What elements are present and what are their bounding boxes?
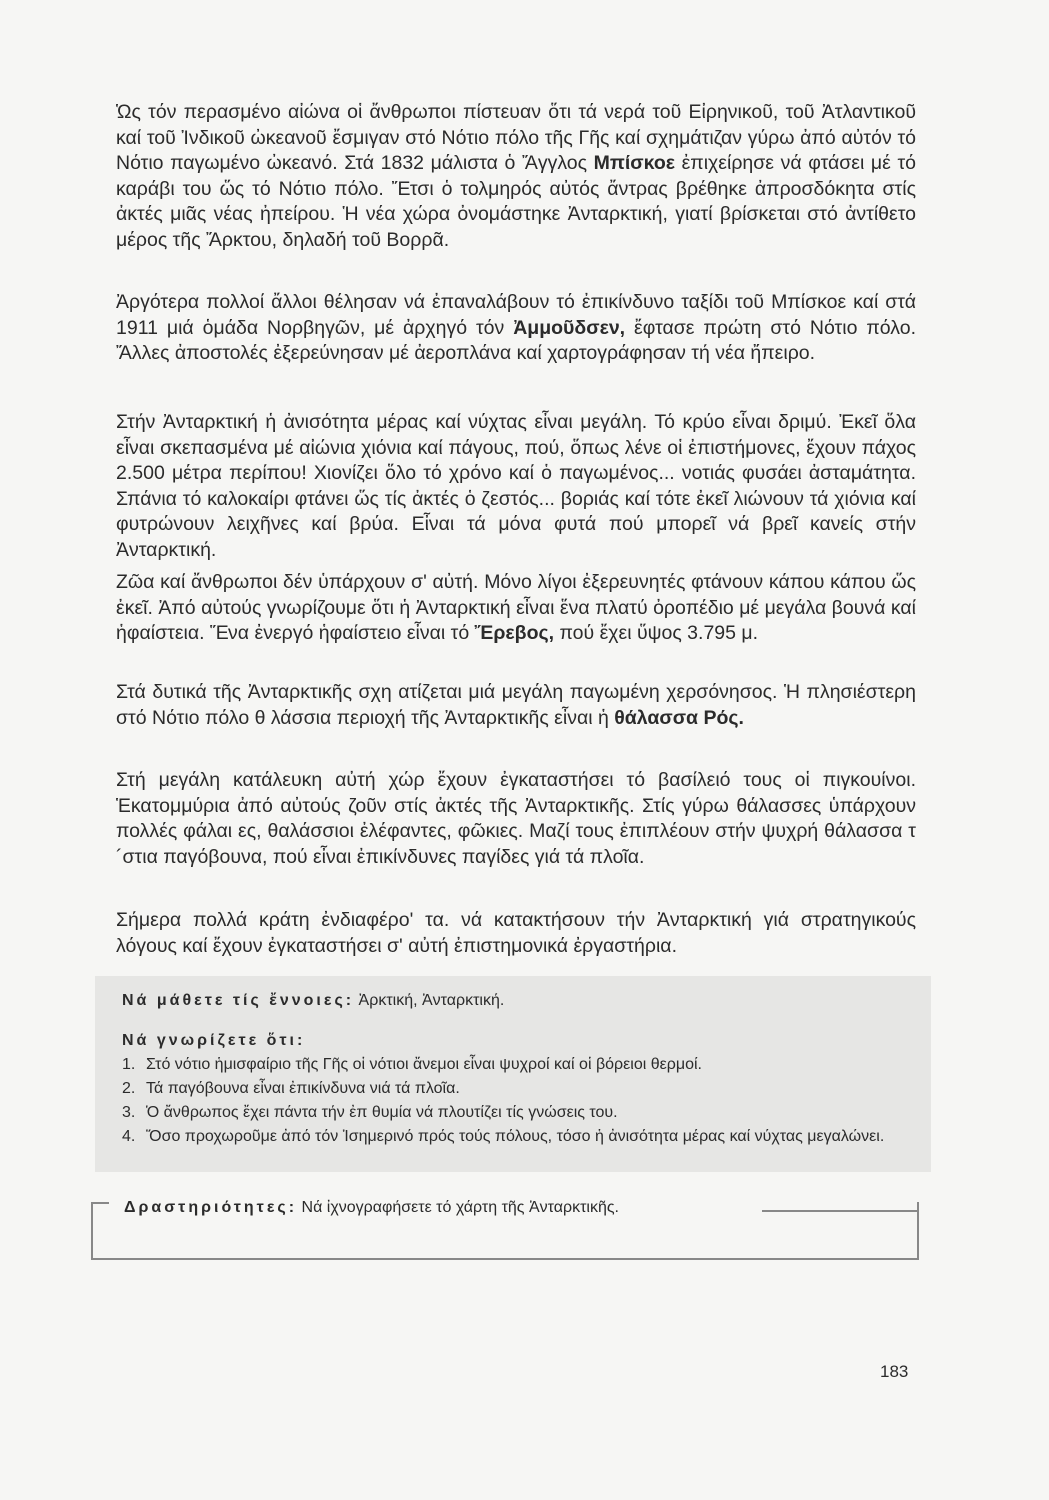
- know-item-number: 3.: [122, 1104, 136, 1121]
- activity-frame-top-left: [91, 1202, 109, 1204]
- know-item-text: Ὅσο προχωροῦμε ἀπό τόν Ἰσημερινό πρός τούς πόλους, τόσο ἡ ἀνισότητα μέρας καί νύχτας μεγαλώνει.: [146, 1128, 885, 1145]
- know-item-number: 2.: [122, 1080, 136, 1097]
- paragraph-text: [116, 410, 916, 564]
- know-item: [122, 1054, 912, 1076]
- text-segment: Σήμερα πολλά κράτη ἐνδιαφέρο' τα. νά κατακτήσουν τήν Ἀνταρκτική γιά στρατηγικούς λόγους καί ἔχουν ἐγκαταστήσει σ' αὐτή ἐπιστημονικά ἐργαστήρια.: [116, 909, 916, 957]
- text-segment: Στά δυτικά τῆς Ἀνταρκτικῆς σχη ατίζεται μιά μεγάλη παγωμένη χερσόνησος. Ἡ πλησιέστερη στό Νότιο πόλο θ λάσσια περιοχή τῆς Ἀνταρκτικῆς εἶναι ἡ: [116, 681, 916, 729]
- bold-term: Ἀμμοῦδσεν,: [513, 316, 626, 339]
- paragraph-text: [116, 768, 916, 870]
- know-item-text: Τά παγόβουνα εἶναι ἐπικίνδυνα νιά τά πλοῖα.: [146, 1080, 460, 1097]
- paragraph-text: [116, 290, 916, 367]
- paragraph-6: [116, 768, 916, 870]
- know-item-text: Ὁ ἄνθρωπος ἔχει πάντα τήν ἐπ θυμία νά πλουτίζει τίς γνώσεις του.: [146, 1104, 618, 1121]
- paragraph-7: [116, 908, 916, 959]
- text-segment: ἐπιχείρησε νά φτάσει μέ τό καράβι του ὥς τό Νότιο πόλο. Ἔτσι ὁ τολμηρός αὐτός ἄντρας βρέθηκε ἀπροσδόκητα στίς ἀκτές μιᾶς νέας ἠπείρου. Ἡ νέα χώρα ὀνομάστηκε Ἀνταρκτική, γιατί βρίσκεται στό ἀντίθετο μέρος τῆς Ἄρκτου, δηλαδή τοῦ Βορρᾶ.: [116, 152, 917, 251]
- know-item-number: 4.: [122, 1128, 136, 1145]
- know-title: Νά γνωρίζετε ὅτι:: [122, 1032, 306, 1049]
- paragraph-text: [116, 100, 916, 254]
- know-item-text: Στό νότιο ἡμισφαίριο τῆς Γῆς οἱ νότιοι ἄνεμοι εἶναι ψυχροί καί οἱ βόρειοι θερμοί.: [146, 1056, 702, 1073]
- know-item: [122, 1078, 912, 1100]
- paragraph-text: [116, 680, 916, 731]
- text-segment: πού ἔχει ὕψος 3.795 μ.: [554, 622, 759, 645]
- text-segment: Ζῶα καί ἄνθρωποι δέν ὑπάρχουν σ' αὐτή. Μόνο λίγοι ἐξερευνητές φτάνουν κάπου κάπου ὥς ἐκεῖ. Ἀπό αὐτούς γνωρίζουμε ὅτι ἡ Ἀνταρκτική εἶναι ἕνα πλατύ ὀροπέδιο μέ μεγάλα βουνά καί ἡφαίστεια. Ἕνα ἐνεργό ἡφαίστειο εἶναι τό: [116, 571, 916, 645]
- paragraph-text: [116, 570, 916, 647]
- bold-term: Μπίσκοε: [593, 152, 675, 175]
- paragraph-3: [116, 410, 916, 564]
- paragraph-5: [116, 680, 916, 731]
- paragraph-2: [116, 290, 916, 367]
- learn-concepts-line: [122, 990, 504, 1012]
- text-segment: Στή μεγάλη κατάλευκη αὐτή χώρ ἔχουν ἐγκαταστήσει τό βασίλειό τους οἱ πιγκουίνοι. Ἑκατομμύρια ἀπό αὐτούς ζοῦν στίς ἀκτές τῆς Ἀνταρκτικῆς. Στίς γύρω θάλασσες ὑπάρχουν πολλές φάλαι ες, θαλάσσιοι ἐλέφαντες, φῶκιες. Μαζί τους ἐπιπλέουν στήν ψυχρή θάλασσα τ ´στια παγόβουνα, πού εἶναι ἐπικίνδυνες παγίδες γιά τά πλοῖα.: [116, 769, 916, 868]
- activity-text: Νά ἰχνογραφήσετε τό χάρτη τῆς Ἀνταρκτικῆς.: [301, 1199, 619, 1216]
- text-segment: ἔφτασε πρώτη στό Νότιο πόλο. Ἄλλες ἀποστολές ἐξερεύνησαν μέ ἀεροπλάνα καί χαρτογράφησαν τή νέα ἤπειρο.: [116, 316, 916, 365]
- know-item-number: 1.: [122, 1056, 136, 1073]
- know-item: [122, 1126, 912, 1148]
- text-segment: Ἀργότερα πολλοί ἄλλοι θέλησαν νά ἐπαναλάβουν τό ἐπικίνδυνο ταξίδι τοῦ Μπίσκοε καί στά 1911 μιά ὁμάδα Νορβηγῶν, μέ ἀρχηγό τόν: [116, 291, 916, 339]
- activity-line: [118, 1197, 625, 1219]
- bold-term: θάλασσα Ρός.: [614, 706, 744, 729]
- know-item: [122, 1102, 912, 1124]
- activity-label: Δραστηριότητες:: [124, 1199, 298, 1216]
- learn-concepts-label: Νά μάθετε τίς ἔννοιες:: [122, 992, 355, 1009]
- text-segment: Στήν Ἀνταρκτική ἡ ἀνισότητα μέρας καί νύχτας εἶναι μεγάλη. Τό κρύο εἶναι δριμύ. Ἐκεῖ ὅλα εἶναι σκεπασμένα μέ αἰώνια χιόνια καί πάγους, πού, ὅπως λένε οἱ ἐπιστήμονες, ἔχουν πάχος 2.500 μέτρα περίπου! Χιονίζει ὅλο τό χρόνο καί ὁ παγωμένος... νοτιάς φυσάει ἀσταμάτητα. Σπάνια τό καλοκαίρι φτάνει ὥς τίς ἀκτές ὁ ζεστός... βοριάς καί τότε ἐκεῖ λιώνουν τά χιόνια καί φυτρώνουν λειχῆνες καί βρύα. Εἶναι τά μόνα φυτά πού μπορεῖ νά βρεῖ κανείς στήν Ἀνταρκτική.: [116, 411, 916, 561]
- paragraph-4: [116, 570, 916, 647]
- page-number: 183: [880, 1362, 909, 1381]
- paragraph-1: [116, 100, 916, 254]
- text-segment: Ὡς τόν περασμένο αἰώνα οἱ ἄνθρωποι πίστευαν ὅτι τά νερά τοῦ Εἰρηνικοῦ, τοῦ Ἀτλαντικοῦ καί τοῦ Ἰνδικοῦ ὠκεανοῦ ἔσμιγαν στό Νότιο πόλο τῆς Γῆς καί σχημάτιζαν γύρω ἀπό αὐτόν τό Νότιο παγωμένο ὠκεανό. Στά 1832 μάλιστα ὁ Ἄγγλος: [116, 101, 916, 175]
- activity-frame-top-right: [762, 1210, 919, 1212]
- learn-concepts-value: Ἀρκτική, Ἀνταρκτική.: [358, 992, 505, 1009]
- paragraph-text: [116, 908, 916, 959]
- bold-term: Ἔρεβος,: [474, 622, 555, 645]
